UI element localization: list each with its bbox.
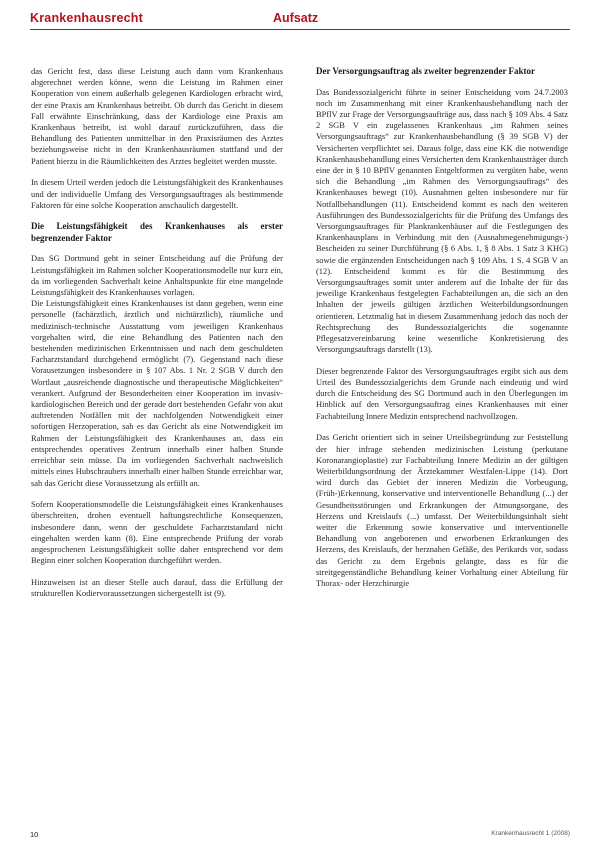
paragraph: Sofern Kooperationsmodelle die Leistungsfähigkeit eines Krankenhauses überschreiten, drohen eventuell haftungsrechtliche Konsequenzen, insbesondere dann, wenn der geschuldete Facharztstandard nicht eingehalten werden kann (8). Eine entsprechende Prüfung der vorab angesprochenen Leistungsfähigkeit sollte daher entsprechend vor dem Beginn einer solchen Kooperation durchgeführt werden. xyxy=(31,499,283,566)
paragraph: Das SG Dortmund geht in seiner Entscheidung auf die Prüfung der Leistungsfähigkeit im Rahmen solcher Kooperationsmodelle nur kurz ein, da im vorliegenden Sachverhalt keine Anhaltspunkte für eine mangelnde Leistungsfähigkeit des Krankenhauses vorlagen. xyxy=(31,253,283,298)
paragraph: Das Bundessozialgericht führte in seiner Entscheidung vom 24.7.2003 noch im Zusammenhang mit einer Krankenhausbehandlung nach der BPflV zur Frage der Versorgungsaufträge aus, dass nach § 109 Abs. 4 Satz 2 SGB V ein zugelassenes Krankenhaus „im Rahmen seines Versorgungsauftrags“ zur Krankenhausbehandlung (§ 39 SGB V) der Versicherten verpflichtet sei. Daraus folge, dass eine KK die notwendige Krankenhausbehandlung eines Versicherten dem Krankenhausträger durch eine der in § 10 BPflV genannten Entgeltformen zu vergüten habe, wenn sich die Behandlung „im Rahmen des Versorgungsauftrags“ des Krankenhauses bewegt (10). Ausnahmen gelten insbesondere nur für Notfallbehandlungen (11). Entscheidend kommt es nach den weiteren Ausführungen des Bundessozialgerichts für die Prüfung des Umfangs des Versorgungsauftrages für Plankrankenhäuser auf die Festlegungen des Krankenhausplans in Verbindung mit den (Ausnahmegenehmigungs-) Bescheiden zu seiner Durchführung (§ 6 Abs. 1, § 8 Abs. 1 Satz 3 KHG) sowie die ergänzenden Entscheidungen nach § 109 Abs. 1 S. 4 SGB V an (12). Entscheidend kommt es für die Bestimmung des Versorgungsauftrages somit unter anderem auf die Inhalte der für das jeweilige Krankenhaus festgelegten Fachabteilungen an, die sich an den Inhalten der jeweils gültigen ärztlichen Weiterbildungsordnungen orientieren. Letztmalig hat in diesem Zusammenhang jedoch das noch der Rechtsprechung des Bundessozialgerichts die sogenannte Pflegesatzvereinbarung keine wesentliche Konkretisierung des Versorgungsauftrags darstellt (13). xyxy=(316,86,568,355)
paragraph: Das Gericht orientiert sich in seiner Urteilsbegründung zur Feststellung der hier infrage stehenden medizinischen Leistung (perkutane Koronarangioplastie) zur Fachabteilung Innere Medizin an der gültigen Weiterbildungsordnung der Ärztekammer Westfalen-Lippe (14). Dort wird durch das Gebiet der inneren Medizin die Vorbeugung, (Früh-)Erkennung, konservative und interventionelle Behandlung (...) der Gesundheitsstörungen und Erkrankungen der Atmungsorgane, des Herzens und Kreislaufs (...) umfasst. Der Weiterbildungsinhalt sieht weiter die Erkennung sowie konservative und interventionelle Behandlung von angeborenen und erworbenen Erkrankungen des Herzens, des Kreislaufs, der herznahen Gefäße, des Perikards vor, sodass das Gericht zu dem Ergebnis gelangte, dass es für die streitgegenständliche Behandlung keiner Vorhaltung einer Abteilung für Thorax- oder Herzchirurgie xyxy=(316,432,568,589)
header-rule xyxy=(30,29,570,30)
paragraph: Die Leistungsfähigkeit eines Krankenhauses ist dann gegeben, wenn eine personelle (fachärztlich, ärztlich und nichtärztlich), räumliche und medizinisch-technische Ausstattung vom jeweiligen Krankenhaus vorgehalten wird, die eine Behandlung des Patienten nach den bestehenden medizinischen Erkenntnissen und nach dem geschuldeten Facharztstandard durchgehend ermöglicht (7). Gegenstand nach diese Vorausetzungen insbesondere in § 107 Abs. 1 Nr. 2 SGB V durch den Wortlaut „ausreichende diagnostische und therapeutische Möglichkeiten“ verankert. Aufgrund der Besonderheiten einer Kooperation im invasiv-kardiologischen Bereich und der gerade dort bestehenden Gefahr von akut auftretenden Notfällen mit der nachfolgenden Notwendigkeit einer sofortigen Herzoperation, sah es das Gericht als eine Notwendigkeit im Rahmen der Leistungsfähigkeit des Krankenhauses an, dass ein entsprechendes operatives Zentrum innerhalb einer halben Stunde erreichbar sein müsse. Da im vorliegenden Sachverhalt nachweislich mittels eines Hubschraubers innerhalb einer halben Stunde erreichbar war, sah das Gericht diese Voraussetzung als erfüllt an. xyxy=(31,298,283,488)
section-heading: Der Versorgungsauftrag als zweiter begrenzender Faktor xyxy=(316,66,536,76)
page-header xyxy=(0,0,602,40)
section-heading: Die Leistungsfähigkeit des Krankenhauses als erster begrenzender Faktor xyxy=(31,221,283,243)
paragraph: Dieser begrenzende Faktor des Versorgungsauftrages ergibt sich aus dem Urteil des Bundessozialgerichts dem Grunde nach eindeutig und wird durch die Entscheidung des SG Dortmund auch in den Überlegungen im Hinblick auf den Versorgungsauftrag eines Krankenhauses mit einer Fachabteilung Innere Medizin entsprechend nachvollzogen. xyxy=(316,365,568,421)
paragraph: In diesem Urteil werden jedoch die Leistungsfähigkeit des Krankenhauses und der individuelle Umfang des Versorgungsauftrages als bestimmende Faktoren für eine solche Kooperation anschaulich dargestellt. xyxy=(31,177,283,210)
paragraph: das Gericht fest, dass diese Leistung auch dann vom Krankenhaus abgerechnet werden könne, wenn die Leistung im Rahmen einer Kooperation von einem außerhalb gelegenen Kardiologen erbracht wird, der eine Praxis am Krankenhaus betreibt. Ob durch das Gericht in diesem Fall erwähnte Einschränkung, dass der Kardiologe eine Praxis am Krankenhaus betreibt, ist wohl darauf zurückzuführen, dass die Behandlung des Patienten unmittelbar in den Praxisräumen des Arztes beziehungsweise nicht in den Krankenhausräumen stattfand und der Patient hierzu in die Räumlichkeiten des Arztes begleitet werden musste. xyxy=(31,66,283,166)
page-footer xyxy=(30,830,570,840)
paragraph: Hinzuweisen ist an dieser Stelle auch darauf, dass die Erfüllung der strukturellen Kodiervoraussetzungen sichergestellt ist (9). xyxy=(31,576,283,599)
section-label: Aufsatz xyxy=(273,11,319,25)
left-column xyxy=(31,66,283,822)
journal-citation: Krankenhausrecht 1 (2008) xyxy=(491,830,570,837)
rubric-label: Krankenhausrecht xyxy=(30,11,143,25)
page-number: 10 xyxy=(30,830,39,839)
right-column xyxy=(316,66,568,822)
